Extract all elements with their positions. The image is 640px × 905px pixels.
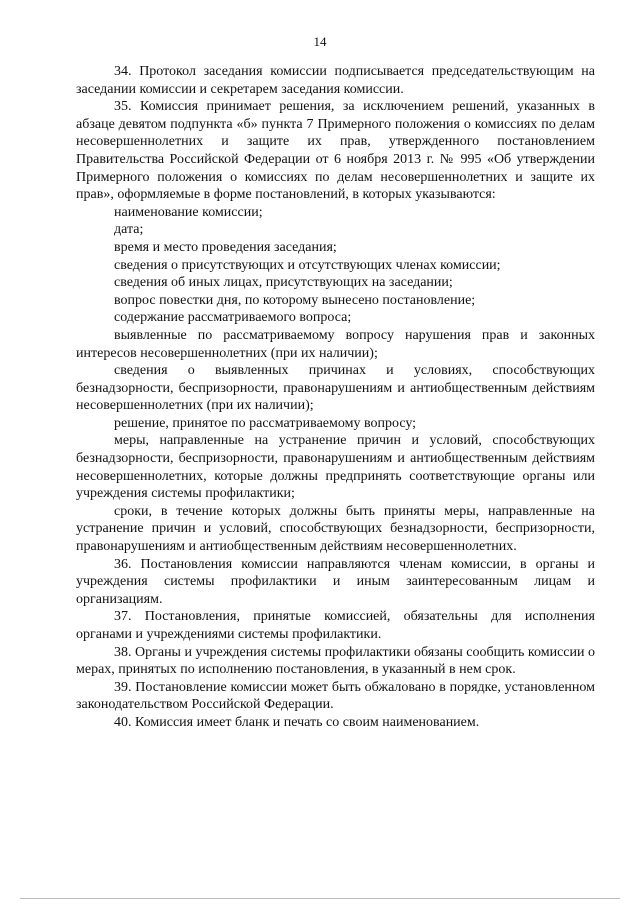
- page-bottom-divider: [20, 898, 620, 899]
- list-item: сведения о присутствующих и отсутствующих членах комиссии;: [114, 257, 501, 273]
- paragraph-40: 40. Комиссия имеет бланк и печать со своим наименованием.: [114, 714, 480, 730]
- list-item: дата;: [114, 222, 144, 238]
- list-item: сведения о выявленных причинах и условиях, способствующих безнадзорности, беспризорности, правонарушениям и антиобщественным действиям несовершеннолетних (при их наличии);: [76, 363, 595, 414]
- paragraph-38: 38. Органы и учреждения системы профилактики обязаны сообщить комиссии о мерах, принятых по исполнению постановления, в указанный в нем срок.: [76, 644, 595, 678]
- list-item: вопрос повестки дня, по которому вынесено постановление;: [114, 292, 476, 308]
- paragraph-39: 39. Постановление комиссии может быть обжаловано в порядке, установленном законодательством Российской Федерации.: [76, 679, 595, 713]
- paragraph-37: 37. Постановления, принятые комиссией, обязательны для исполнения органами и учреждениями системы профилактики.: [76, 609, 595, 642]
- paragraph-34: 34. Протокол заседания комиссии подписывается председательствующим на заседании комиссии и секретарем заседания комиссии.: [76, 64, 595, 97]
- document-body: [76, 63, 595, 732]
- list-item: время и место проведения заседания;: [114, 239, 337, 255]
- paragraph-35: 35. Комиссия принимает решения, за исключением решений, указанных в абзаце девятом подпункта «б» пункта 7 Примерного положения о комиссиях по делам несовершеннолетних и защите их прав, утвержденного постановлением Правительства Российской Федерации от 6 ноября 2013 г. № 995 «Об утверждении Примерного положения о комиссиях по делам несовершеннолетних и защите их прав», оформляемые в форме постановлений, в которых указываются:: [76, 99, 595, 203]
- list-item: содержание рассматриваемого вопроса;: [114, 310, 352, 326]
- page-number: 14: [313, 34, 327, 49]
- list-item: наименование комиссии;: [114, 204, 263, 220]
- decision-contents-list: [76, 204, 595, 556]
- paragraph-36: 36. Постановления комиссии направляются членам комиссии, в органы и учреждения системы профилактики и иным заинтересованным лицам и организациям.: [76, 556, 595, 607]
- list-item: сведения об иных лицах, присутствующих на заседании;: [114, 275, 453, 291]
- list-item: выявленные по рассматриваемому вопросу нарушения прав и законных интересов несовершеннолетних (при их наличии);: [76, 327, 595, 361]
- list-item: меры, направленные на устранение причин и условий, способствующих безнадзорности, беспризорности, правонарушениям и антиобщественным действиям несовершеннолетних, которые должны предпринять соответствующие органы или учреждения системы профилактики;: [76, 433, 595, 502]
- list-item: сроки, в течение которых должны быть приняты меры, направленные на устранение причин и условий, способствующих безнадзорности, беспризорности, правонарушениям и антиобщественным действиям несовершеннолетних.: [76, 503, 595, 555]
- list-item: решение, принятое по рассматриваемому вопросу;: [114, 415, 417, 431]
